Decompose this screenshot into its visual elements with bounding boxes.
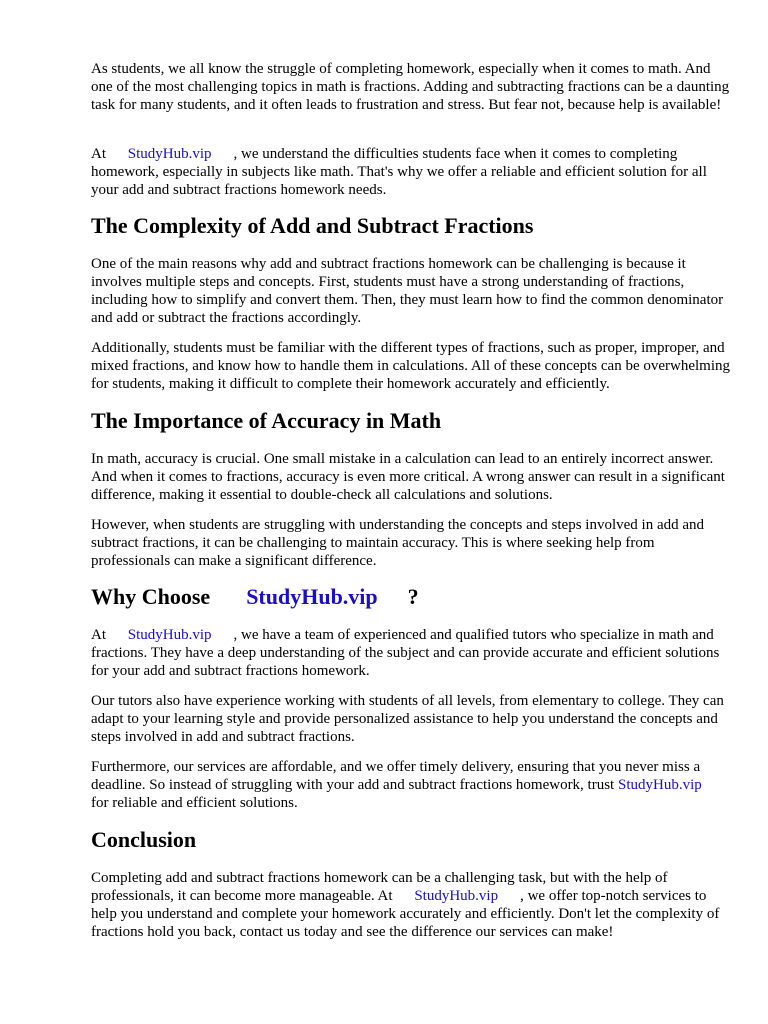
- heading-segment: Why Choose: [91, 584, 211, 609]
- text-segment: Furthermore, our services are affordable, and we offer timely delivery, ensuring that you never miss a deadline. So instead of struggling with your add and subtract fractions homework, trust: [91, 759, 701, 793]
- section-heading-conclusion: Conclusion: [91, 827, 197, 852]
- intro-paragraph-studyhub: [91, 145, 731, 199]
- accuracy-paragraph-2: However, when students are struggling with understanding the concepts and steps involved in add and subtract fractions, it can be challenging to maintain accuracy. This is where seeking help from professionals can make a significant difference.: [91, 517, 705, 569]
- heading-segment: ?: [407, 584, 419, 609]
- accuracy-paragraph-1: In math, accuracy is crucial. One small mistake in a calculation can lead to an entirely incorrect answer. And when it comes to fractions, accuracy is even more critical. A wrong answer can result in a significant difference, making it essential to double-check all calculations and solutions.: [91, 451, 725, 503]
- why-paragraph-3: [91, 758, 731, 812]
- conclusion-paragraph: [91, 869, 731, 941]
- intro-paragraph: As students, we all know the struggle of completing homework, especially when it comes to math. And one of the most challenging topics in math is fractions. Adding and subtracting fractions can be a daunting task for many students, and it often leads to frustration and stress. But fear not, because help is available!: [91, 61, 730, 113]
- studyhub-link[interactable]: StudyHub.vip: [127, 627, 212, 643]
- section-heading-accuracy: The Importance of Accuracy in Math: [91, 408, 442, 433]
- section-heading-why-choose: [91, 584, 419, 610]
- complexity-paragraph-2: Additionally, students must be familiar with the different types of fractions, such as proper, improper, and mixed fractions, and know how to handle them in calculations. All of these concepts can be overwhelming for students, making it difficult to complete their homework accurately and efficiently.: [91, 340, 730, 392]
- text-segment: Completing add and subtract fractions homework can be a challenging task, but with the help of professionals, it can become more manageable. At: [91, 870, 668, 904]
- studyhub-link[interactable]: StudyHub.vip: [414, 888, 499, 904]
- text-segment: , we offer top-notch services to help you understand and complete your homework accurately and efficiently. Don't let the complexity of fractions hold you back, contact us today and see the difference our services can make!: [91, 888, 720, 940]
- text-segment: , we understand the difficulties students face when it comes to completing homework, especially in subjects like math. That's why we offer a reliable and efficient solution for all your add and subtract fractions homework needs.: [91, 146, 707, 198]
- studyhub-link[interactable]: StudyHub.vip: [127, 146, 212, 162]
- studyhub-heading-link[interactable]: StudyHub.vip: [246, 584, 378, 609]
- why-paragraph-1: [91, 626, 731, 680]
- section-heading-complexity: The Complexity of Add and Subtract Fractions: [91, 213, 534, 238]
- text-segment: for reliable and efficient solutions.: [91, 795, 298, 811]
- text-segment: At: [91, 146, 106, 162]
- why-paragraph-2: Our tutors also have experience working with students of all levels, from elementary to college. They can adapt to your learning style and provide personalized assistance to help you understand the concepts and steps involved in add and subtract fractions.: [91, 693, 724, 745]
- text-segment: At: [91, 627, 106, 643]
- studyhub-link[interactable]: StudyHub.vip: [617, 777, 702, 793]
- complexity-paragraph-1: One of the main reasons why add and subtract fractions homework can be challenging is because it involves multiple steps and concepts. First, students must have a strong understanding of fractions, including how to simplify and convert them. Then, they must learn how to find the common denominator and add or subtract the fractions accordingly.: [91, 256, 724, 326]
- text-segment: , we have a team of experienced and qualified tutors who specialize in math and fractions. They have a deep understanding of the subject and can provide accurate and efficient solutions for your add and subtract fractions homework.: [91, 627, 720, 679]
